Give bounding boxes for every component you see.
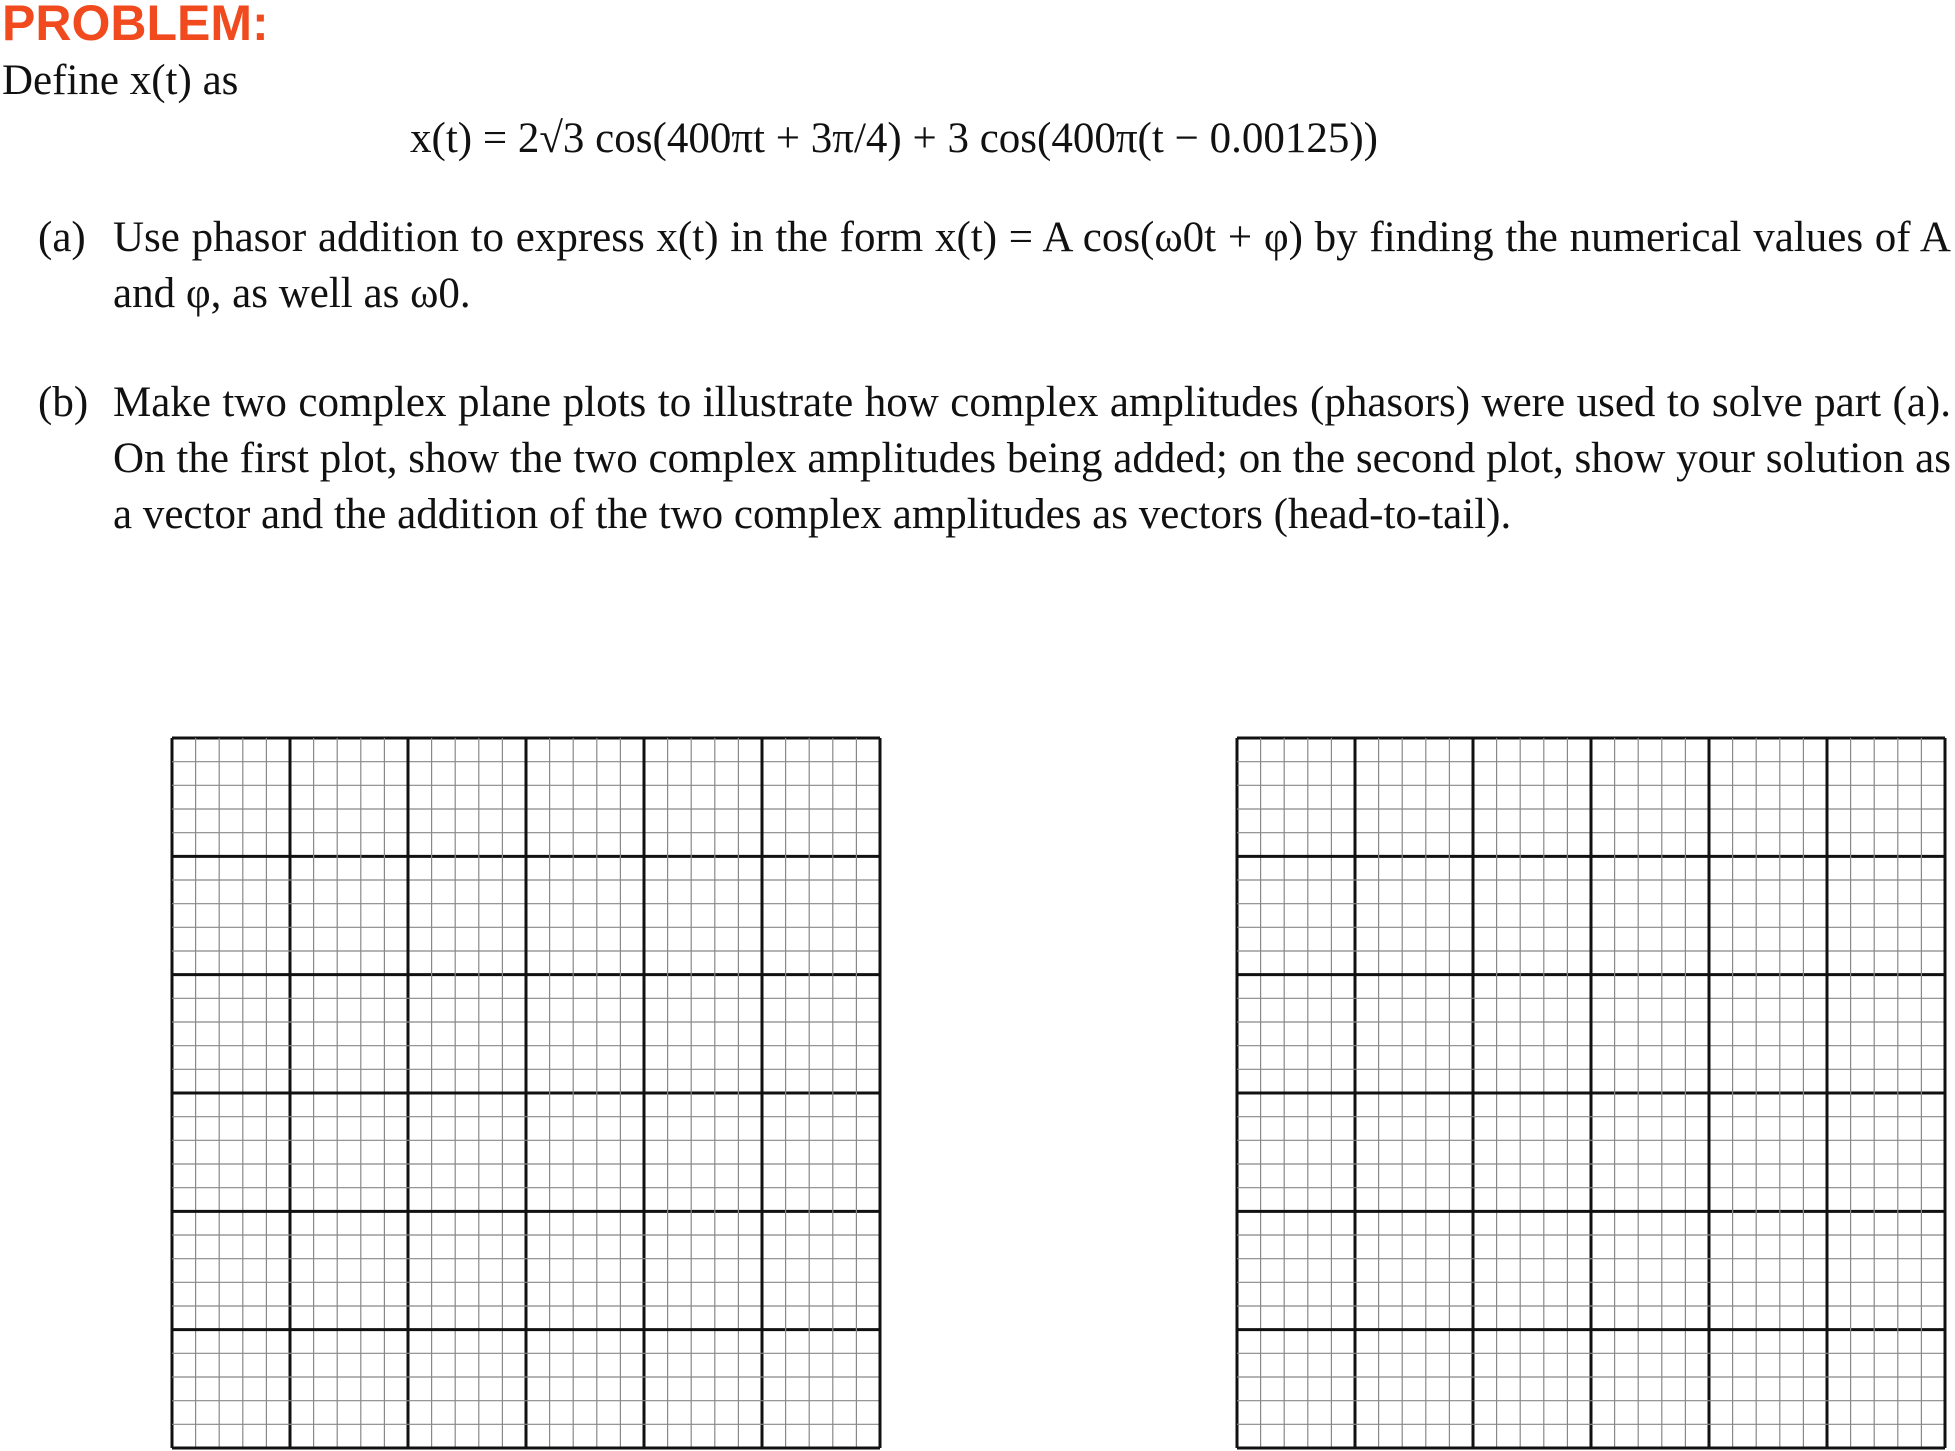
part-a-text: Use phasor addition to express x(t) in the form x(t) = A cos(ω0t + φ) by finding the numerical values of A and φ, as well as ω0. [113, 214, 1951, 317]
signal-equation: x(t) = 2√3 cos(400πt + 3π/4) + 3 cos(400π(t − 0.00125)) [410, 115, 1378, 162]
complex-plane-grid-2 [1235, 736, 1947, 1450]
part-a-label: (a) [38, 214, 86, 261]
complex-plane-grid-1 [170, 736, 882, 1450]
intro-text: Define x(t) as [2, 57, 239, 104]
problem-heading: PROBLEM: [2, 0, 269, 51]
part-b-text: Make two complex plane plots to illustrate how complex amplitudes (phasors) were used to solve part (a). On the first plot, show the two complex amplitudes being added; on the second plot, show your solution as a vector and the addition of the two complex amplitudes as vectors (head-to-tail). [113, 379, 1951, 538]
part-b-label: (b) [38, 379, 89, 426]
